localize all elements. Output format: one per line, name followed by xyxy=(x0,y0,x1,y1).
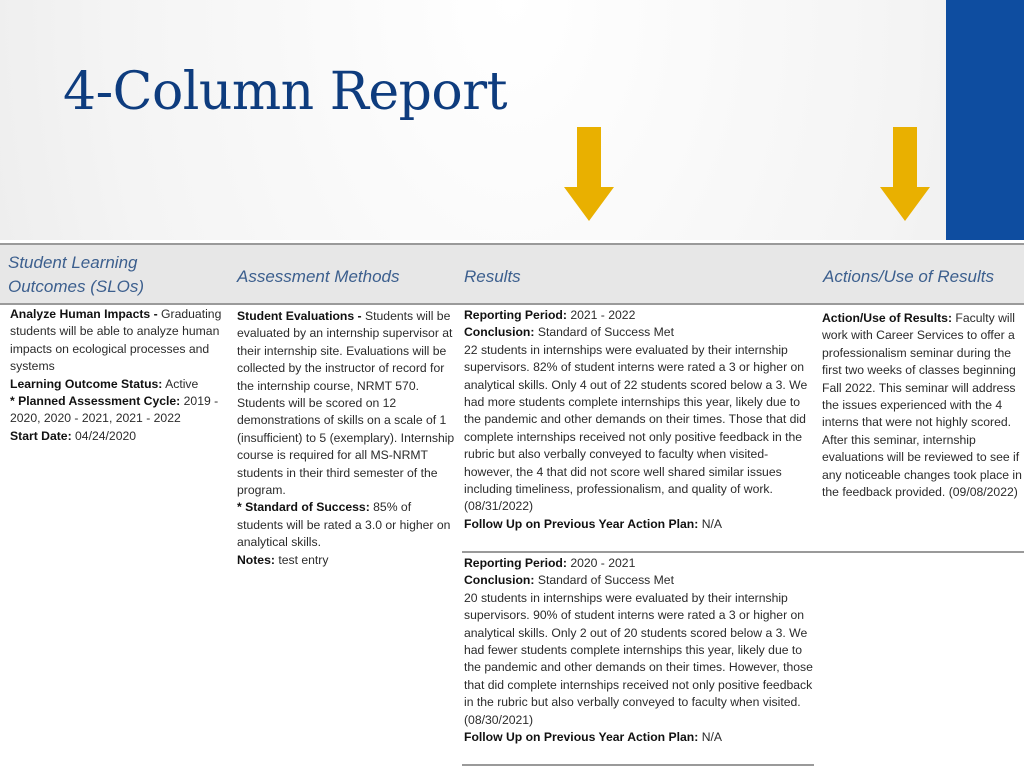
slo-start-value: 04/24/2020 xyxy=(75,428,137,443)
result-entry xyxy=(464,307,814,533)
header-slos: Student Learning Outcomes (SLOs) xyxy=(8,253,145,296)
result-conclusion-value: Standard of Success Met xyxy=(537,325,674,340)
method-label: Student Evaluations - xyxy=(237,309,362,323)
action-text: Faculty will work with Career Services to offer a professionalism seminar during the first two weeks of classes beginning Fall 2022. This seminar will address the issues experienced with the 4 interns that were not highly scored. After this seminar, internship evaluations will be reviewed to see if any noticeable changes took place in the feedback provided. (09/08/2022) xyxy=(822,311,1022,500)
method-standard-value: 85% of students will be rated a 3.0 or higher on analytical skills. xyxy=(237,500,451,550)
method-standard-label: * Standard of Success: xyxy=(237,500,370,515)
report-header-row xyxy=(0,243,1024,305)
method-text: Students will be evaluated by an internship supervisor at their internship site. Evaluations will be collected by the instructor of record for the internship course, NRMT 570. Students will be scored on 12 demonstrations of skills on a scale of 1 (insufficient) to 5 (exemplary). Internship course is required for all MS-NRMT students in their third semester of the program. xyxy=(237,309,455,498)
result-period-value: 2020 - 2021 xyxy=(570,556,636,570)
result-date: (08/30/2021) xyxy=(464,712,534,727)
method-cell xyxy=(237,308,455,569)
arrow-down-icon xyxy=(564,127,614,222)
action-label: Action/Use of Results: xyxy=(822,311,953,325)
result-followup-value: N/A xyxy=(701,516,723,531)
accent-bar xyxy=(946,0,1024,240)
result-period-label: Reporting Period: xyxy=(464,308,567,322)
result-period-label: Reporting Period: xyxy=(464,556,567,570)
result-followup-value: N/A xyxy=(701,730,723,745)
row-divider xyxy=(462,551,1024,553)
result-date: (08/31/2022) xyxy=(464,499,534,514)
result-conclusion-value: Standard of Success Met xyxy=(537,573,674,588)
header-methods: Assessment Methods xyxy=(237,267,400,286)
method-notes-value: test entry xyxy=(278,552,329,567)
result-text: 22 students in internships were evaluated by their internship supervisors. 82% of student interns were rated a 3 or higher on analytical skills. Only 4 out of 22 students scored below a 3. We had more students complete internships this year, likely due to the pandemic and other demands on their times. Those that did complete internships received not only positive feedback in the rubric but also verbally conveyed to faculty when visited- however, the 4 that did not score well shared similar issues including timeliness, professionalism, and quality of work. xyxy=(464,342,808,497)
action-cell xyxy=(822,310,1024,501)
header-results: Results xyxy=(464,267,521,286)
slo-name-text: Graduating students will be able to analyze human impacts on ecological processes and systems xyxy=(10,307,222,374)
result-followup-label: Follow Up on Previous Year Action Plan: xyxy=(464,516,699,531)
slo-start-label: Start Date: xyxy=(10,428,72,443)
slo-status-value: Active xyxy=(165,376,199,391)
result-conclusion-label: Conclusion: xyxy=(464,573,535,588)
slide-title: 4-Column Report xyxy=(63,62,507,122)
row-divider xyxy=(462,764,814,766)
header-actions: Actions/Use of Results xyxy=(823,267,995,286)
report-table xyxy=(0,240,1024,768)
slo-cell xyxy=(10,306,230,445)
result-entry xyxy=(464,555,814,746)
result-followup-label: Follow Up on Previous Year Action Plan: xyxy=(464,730,699,745)
slo-cycle-value: 2019 - 2020, 2020 - 2021, 2021 - 2022 xyxy=(10,394,219,426)
method-notes-label: Notes: xyxy=(237,552,275,567)
result-period-value: 2021 - 2022 xyxy=(570,308,636,322)
slo-status-label: Learning Outcome Status: xyxy=(10,376,163,391)
slo-name-label: Analyze Human Impacts - xyxy=(10,307,158,321)
slo-cycle-label: * Planned Assessment Cycle: xyxy=(10,394,181,409)
result-conclusion-label: Conclusion: xyxy=(464,325,535,340)
arrow-down-icon xyxy=(880,127,930,222)
result-text: 20 students in internships were evaluated by their internship supervisors. 90% of student interns were rated a 3 or higher on analytical skills. Only 2 out of 20 students scored below a 3. We had fewer students complete internships this year, likely due to the pandemic and other demands on their times. However, those that did complete internships received not only positive feedback in the rubric but also verbally conveyed to faculty when visited. xyxy=(464,590,813,710)
